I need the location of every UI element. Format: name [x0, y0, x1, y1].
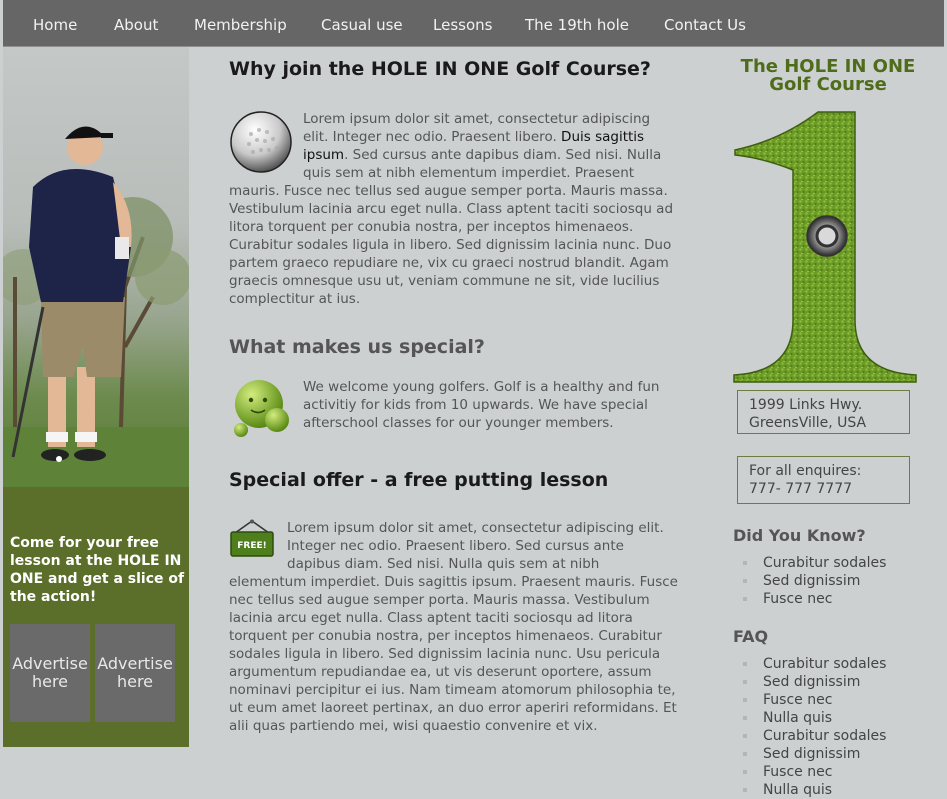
- faq-item[interactable]: Sed dignissim: [741, 745, 886, 763]
- section1-link[interactable]: Duis sagittis ipsum: [303, 129, 645, 163]
- nav-contact-us[interactable]: Contact Us: [664, 16, 746, 34]
- golfer-photo: [3, 47, 189, 487]
- section3-text: [229, 519, 679, 735]
- section1-text-start: Lorem ipsum dolor sit amet, consectetur adipiscing elit. Integer nec odio. Praesent libero.: [303, 111, 651, 145]
- number-one-logo-icon: [733, 110, 923, 385]
- promo-text: Come for your free lesson at the HOLE IN ONE and get a slice of the action!: [10, 535, 185, 605]
- faq-item[interactable]: Nulla quis: [741, 781, 886, 799]
- main-content: [229, 58, 679, 735]
- enquiries-phone: 777- 777 7777: [749, 481, 853, 497]
- nav-membership[interactable]: Membership: [194, 16, 287, 34]
- section3-title: Special offer - a free putting lesson: [229, 469, 609, 491]
- nav-home[interactable]: Home: [33, 16, 78, 34]
- nav-casual-use[interactable]: Casual use: [321, 16, 403, 34]
- green-smiley-icon: [229, 378, 291, 443]
- faq-item[interactable]: Fusce nec: [741, 691, 886, 709]
- enquiries-label: For all enquires:: [749, 463, 862, 479]
- left-column: [3, 47, 189, 747]
- section1-title: Why join the HOLE IN ONE Golf Course?: [229, 58, 651, 80]
- did-you-know-heading: Did You Know?: [733, 526, 866, 545]
- section2-title: What makes us special?: [229, 336, 485, 358]
- did-you-know-item[interactable]: Fusce nec: [741, 590, 886, 608]
- site-name: [733, 58, 923, 94]
- advertise-box-1[interactable]: Advertise here: [10, 624, 90, 722]
- faq-item[interactable]: Curabitur sodales: [741, 727, 886, 745]
- free-badge-text: FREE!: [237, 541, 267, 551]
- section1-text-end: . Sed cursus ante dapibus diam. Sed nisi. Nulla quis sem at nibh elementum imperdiet. Praesent mauris. Fusce nec tellus sed augue semper porta. Mauris massa. Vestibulum lacinia arcu eget nulla. Class aptent taciti sociosqu ad litora torquent per conubia nostra, per inceptos himenaeos. Curabitur sodales ligula in libero. Sed dignissim lacinia nunc. Duo partem graeco repudiare ne, vix cu graeci nostrud blandit. Agam graecis omnesque usu ut, veniam commune ne sit, vide lucilius complectitur at ius.: [229, 147, 674, 307]
- faq-item[interactable]: Nulla quis: [741, 709, 886, 727]
- faq-list: [741, 655, 886, 799]
- site-name-line1: The HOLE IN ONE: [740, 56, 916, 77]
- did-you-know-item[interactable]: Curabitur sodales: [741, 554, 886, 572]
- site-name-line2: Golf Course: [769, 74, 887, 95]
- address-line1: 1999 Links Hwy.: [749, 397, 863, 413]
- nav-about[interactable]: About: [114, 16, 159, 34]
- address-box: [737, 390, 910, 434]
- advertise-box-2[interactable]: Advertise here: [95, 624, 175, 722]
- faq-item[interactable]: Fusce nec: [741, 763, 886, 781]
- address-line2: GreensVille, USA: [749, 415, 867, 431]
- section1-text: [229, 110, 679, 308]
- nav-19th-hole[interactable]: The 19th hole: [525, 16, 629, 34]
- golfer-illustration: [3, 47, 189, 487]
- section2-text: [229, 378, 679, 432]
- top-navigation: [3, 0, 944, 47]
- golf-ball-icon: [229, 110, 293, 179]
- left-promo-panel: [3, 487, 189, 747]
- faq-item[interactable]: Curabitur sodales: [741, 655, 886, 673]
- did-you-know-list: [741, 554, 886, 608]
- right-column: [733, 56, 923, 798]
- nav-lessons[interactable]: Lessons: [433, 16, 493, 34]
- section3-body: Lorem ipsum dolor sit amet, consectetur adipiscing elit. Integer nec odio. Praesent libero. Sed cursus ante dapibus diam. Sed nisi. Nulla quis sem at nibh elementum imperdiet. Duis sagittis ipsum. Praesent mauris. Fusce nec tellus sed augue semper porta. Mauris massa. Vestibulum lacinia arcu eget nulla. Class aptent taciti sociosqu ad litora torquent per conubia nostra, per inceptos himenaeos. Curabitur sodales ligula in libero. Sed dignissim lacinia nunc. Usu pericula argumentum repudiandae ea, ut vis deserunt oportere, assum nominavi percipitur ei ius. Nam timeam atomorum philosophia te, ut eum amet laoreet pertinax, an duo error aperiri reformidans. Et alii quas partiendo mei, wisi quaestio convenire et vix.: [229, 520, 678, 734]
- section2-body: We welcome young golfers. Golf is a healthy and fun activitiy for kids from 10 upwards. We have special afterschool classes for our younger members.: [303, 379, 660, 431]
- did-you-know-item[interactable]: Sed dignissim: [741, 572, 886, 590]
- faq-heading: FAQ: [733, 627, 769, 646]
- free-sign-icon: [229, 519, 275, 564]
- enquiries-box: [737, 456, 910, 504]
- faq-item[interactable]: Sed dignissim: [741, 673, 886, 691]
